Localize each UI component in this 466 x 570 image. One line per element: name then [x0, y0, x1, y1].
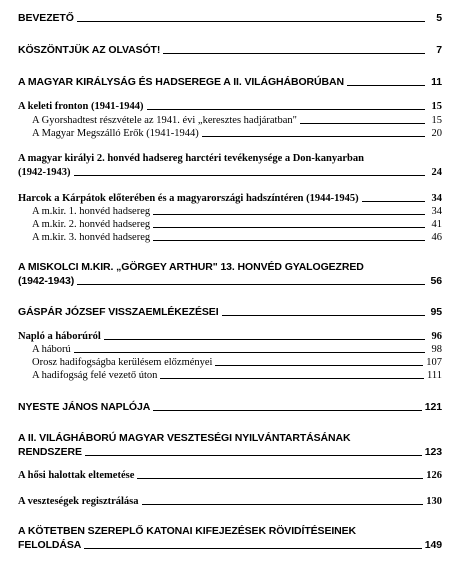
toc-title: Orosz hadifogságba kerülésem előzményei: [32, 357, 213, 368]
toc-title: RENDSZERE: [18, 446, 82, 458]
toc-title: KÖSZÖNTJÜK AZ OLVASÓT!: [18, 44, 161, 56]
toc-leader: [77, 284, 425, 285]
toc-title: (1942-1943): [18, 275, 75, 287]
toc-page: 95: [430, 306, 442, 318]
toc-leader: [85, 455, 422, 456]
toc-page: 96: [431, 331, 442, 342]
toc-entry-orosz[interactable]: [32, 357, 442, 368]
toc-title: A keleti fronton (1941-1944): [18, 101, 144, 112]
toc-title: A Magyar Megszálló Erők (1941-1944): [32, 128, 199, 139]
toc-title: (1942-1943): [18, 167, 71, 178]
toc-entry-bevezeto[interactable]: [18, 12, 442, 24]
toc-title: A MISKOLCI M.KIR. „GÖRGEY ARTHUR" 13. HONVÉD GYALOGEZRED: [18, 261, 364, 273]
toc-page: 123: [424, 446, 442, 458]
toc-title: A MAGYAR KIRÁLYSÁG ÉS HADSEREGE A II. VILÁGHÁBORÚBAN: [18, 76, 344, 88]
toc-title: A háború: [32, 344, 71, 355]
toc-title: Napló a háborúról: [18, 331, 101, 342]
toc-entry-vesztesegi-line1[interactable]: [18, 432, 442, 444]
toc-leader: [153, 240, 425, 241]
toc-entry-kotetben-line1[interactable]: [18, 525, 442, 537]
toc-page: 34: [431, 206, 442, 217]
toc-leader: [77, 21, 425, 22]
toc-title: NYESTE JÁNOS NAPLÓJA: [18, 401, 151, 413]
toc-leader: [202, 136, 425, 137]
toc-title: BEVEZETŐ: [18, 12, 74, 24]
toc-entry-mkir3[interactable]: [32, 232, 442, 243]
toc-entry-miskolci-line1[interactable]: [18, 261, 442, 273]
toc-entry-honved-don-line1[interactable]: [18, 153, 442, 164]
toc-page: 15: [431, 101, 442, 112]
toc-entry-miskolci[interactable]: [18, 275, 442, 287]
toc-leader: [84, 548, 422, 549]
toc-title: A veszteségek regisztrálása: [18, 496, 139, 507]
toc-leader: [163, 53, 425, 54]
toc-page: 20: [431, 128, 442, 139]
toc-entry-keleti-fronton[interactable]: [18, 101, 442, 112]
toc-entry-megszallo-erok[interactable]: [32, 128, 442, 139]
toc-page: 34: [431, 193, 442, 204]
toc-leader: [147, 109, 425, 110]
toc-leader: [142, 504, 424, 505]
toc-page: 24: [431, 167, 442, 178]
toc-leader: [74, 175, 426, 176]
toc-title: A m.kir. 3. honvéd hadsereg: [32, 232, 151, 243]
toc-title: GÁSPÁR JÓZSEF VISSZAEMLÉKEZÉSEI: [18, 306, 219, 318]
toc-entry-nyeste[interactable]: [18, 401, 442, 413]
toc-leader: [104, 339, 425, 340]
toc-entry-mkir1[interactable]: [32, 206, 442, 217]
toc-entry-hosi-halottak[interactable]: [18, 470, 442, 481]
toc-leader: [153, 227, 425, 228]
toc-page: 15: [431, 115, 442, 126]
toc-title: A hadifogság felé vezető úton: [32, 370, 158, 381]
toc-page: 121: [424, 401, 442, 413]
toc-page: 149: [424, 539, 442, 551]
toc-entry-koszontjuk[interactable]: [18, 44, 442, 56]
toc-entry-vesztesegek[interactable]: [18, 496, 442, 507]
toc-leader: [137, 478, 423, 479]
toc-page: 5: [436, 12, 442, 24]
toc-entry-haboru[interactable]: [32, 344, 442, 355]
toc-page: 98: [431, 344, 442, 355]
toc-page: 126: [426, 470, 442, 481]
toc-entry-gaspar[interactable]: [18, 306, 442, 318]
toc-leader: [74, 352, 425, 353]
toc-entry-vesztesegi[interactable]: [18, 446, 442, 458]
toc-entry-honved-don[interactable]: [18, 167, 442, 178]
toc-page: 107: [426, 357, 442, 368]
toc-page: 46: [431, 232, 442, 243]
toc-title: A Gyorshadtest részvétele az 1941. évi „keresztes hadjáratban": [32, 115, 297, 126]
toc-title: A m.kir. 2. honvéd hadsereg: [32, 219, 151, 230]
toc-entry-kotetben[interactable]: [18, 539, 442, 551]
toc-page: 41: [431, 219, 442, 230]
toc-entry-harcok-karpatok[interactable]: [18, 193, 442, 204]
toc-page: 130: [426, 496, 442, 507]
toc-leader: [215, 365, 423, 366]
toc-page: 11: [431, 76, 442, 88]
toc-title: FELOLDÁSA: [18, 539, 82, 551]
toc-title: A m.kir. 1. honvéd hadsereg: [32, 206, 151, 217]
toc-page: 7: [436, 44, 442, 56]
toc-page: 56: [430, 275, 442, 287]
toc-entry-mkir2[interactable]: [32, 219, 442, 230]
toc-leader: [347, 85, 425, 86]
toc-leader: [160, 378, 424, 379]
toc-title: A hősi halottak eltemetése: [18, 470, 135, 481]
toc-title: A II. VILÁGHÁBORÚ MAGYAR VESZTESÉGI NYILVÁNTARTÁSÁNAK: [18, 432, 351, 444]
toc-leader: [153, 410, 422, 411]
toc-entry-gyorshadtest[interactable]: [32, 115, 442, 126]
toc-title: A KÖTETBEN SZEREPLŐ KATONAI KIFEJEZÉSEK RÖVIDÍTÉSEINEK: [18, 525, 357, 537]
toc-leader: [362, 201, 425, 202]
toc-title: A magyar királyi 2. honvéd hadsereg harctéri tevékenysége a Don-kanyarban: [18, 153, 364, 164]
toc-page: 111: [427, 370, 442, 381]
toc-leader: [153, 214, 425, 215]
toc-leader: [300, 123, 425, 124]
toc-entry-naplo[interactable]: [18, 331, 442, 342]
toc-title: Harcok a Kárpátok előterében és a magyarországi hadszíntéren (1944-1945): [18, 193, 359, 204]
toc-entry-hadifogsag[interactable]: [32, 370, 442, 381]
toc-entry-magyar-kiralysag[interactable]: [18, 76, 442, 88]
toc-leader: [222, 315, 425, 316]
